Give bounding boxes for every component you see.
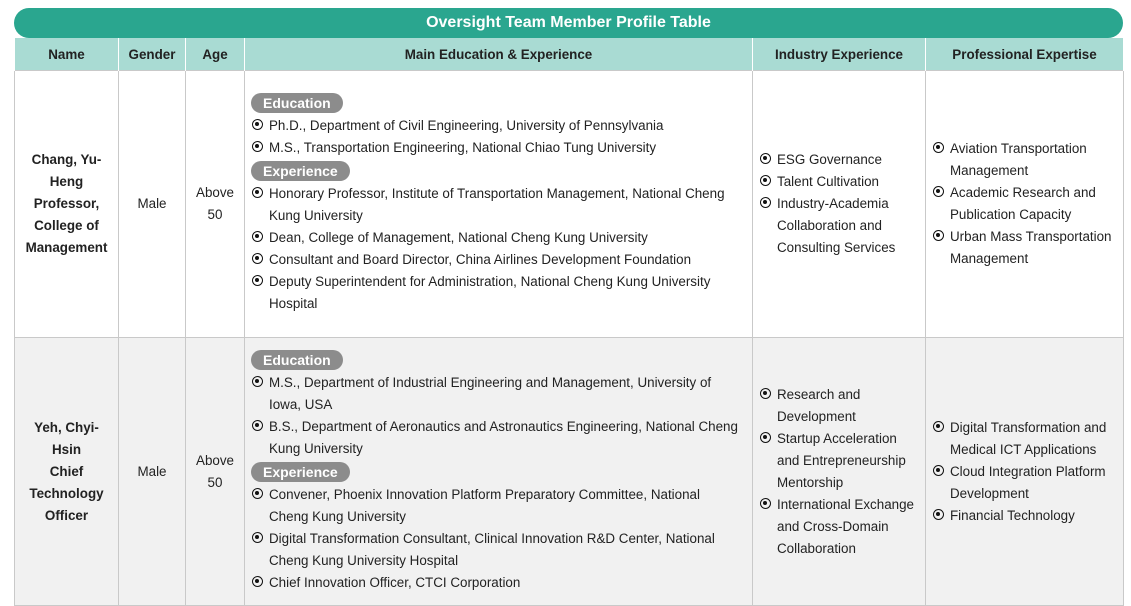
name-line: Professor, xyxy=(33,196,100,211)
list-item: Consultant and Board Director, China Airlines Development Foundation xyxy=(251,249,742,271)
age-line: 50 xyxy=(207,207,223,222)
bullet-icon xyxy=(252,488,263,499)
age-line: Above xyxy=(196,185,234,200)
industry-experience-cell xyxy=(753,338,926,606)
table-title: Oversight Team Member Profile Table xyxy=(14,8,1123,38)
bullet-icon xyxy=(252,119,263,130)
header-row xyxy=(15,38,1124,71)
name-line: Hsin xyxy=(51,441,82,457)
bullet-icon xyxy=(933,421,944,432)
list-item: Ph.D., Department of Civil Engineering, University of Pennsylvania xyxy=(251,115,742,137)
expertise-list xyxy=(932,138,1117,270)
name-line: Heng xyxy=(49,174,84,189)
gender-cell: Male xyxy=(119,338,186,606)
list-item: ESG Governance xyxy=(759,149,919,171)
expertise-list xyxy=(932,417,1117,527)
list-item: M.S., Department of Industrial Engineering and Management, University of Iowa, USA xyxy=(251,372,742,416)
member-name-cell xyxy=(15,338,119,606)
name-line: Management xyxy=(25,240,108,255)
bullet-icon xyxy=(252,275,263,286)
list-item: Deputy Superintendent for Administration, National Cheng Kung University Hospital xyxy=(251,271,742,315)
list-item: Digital Transformation Consultant, Clinical Innovation R&D Center, National Cheng Kung University Hospital xyxy=(251,528,742,572)
list-item: Chief Innovation Officer, CTCI Corporation xyxy=(251,572,742,594)
bullet-icon xyxy=(252,376,263,387)
list-item: Cloud Integration Platform Development xyxy=(932,461,1117,505)
list-item: International Exchange and Cross-Domain Collaboration xyxy=(759,494,919,560)
industry-list xyxy=(759,384,919,560)
professional-expertise-cell xyxy=(926,71,1124,338)
bullet-icon xyxy=(252,532,263,543)
profile-table xyxy=(14,38,1124,606)
bullet-icon xyxy=(933,230,944,241)
gender-cell: Male xyxy=(119,71,186,338)
name-line: Chang, Yu- xyxy=(31,152,102,167)
name-line: Technology xyxy=(29,485,104,501)
header-professional-expertise: Professional Expertise xyxy=(926,38,1124,71)
list-item: Urban Mass Transportation Management xyxy=(932,226,1117,270)
bullet-icon xyxy=(252,231,263,242)
age-line: Above xyxy=(196,452,234,468)
education-list xyxy=(251,115,742,159)
education-badge: Education xyxy=(251,93,343,113)
list-item: Talent Cultivation xyxy=(759,171,919,193)
bullet-icon xyxy=(760,197,771,208)
age-line: 50 xyxy=(207,474,223,490)
list-item: Academic Research and Publication Capacity xyxy=(932,182,1117,226)
experience-list xyxy=(251,484,742,594)
list-item: Aviation Transportation Management xyxy=(932,138,1117,182)
header-gender: Gender xyxy=(119,38,186,71)
bullet-icon xyxy=(760,153,771,164)
list-item: Financial Technology xyxy=(932,505,1117,527)
name-line: Chief xyxy=(49,463,84,479)
name-line: Officer xyxy=(44,507,89,523)
bullet-icon xyxy=(933,465,944,476)
industry-list xyxy=(759,149,919,259)
education-experience-cell xyxy=(245,71,753,338)
bullet-icon xyxy=(760,432,771,443)
header-education-experience: Main Education & Experience xyxy=(245,38,753,71)
list-item: Research and Development xyxy=(759,384,919,428)
bullet-icon xyxy=(252,576,263,587)
bullet-icon xyxy=(252,187,263,198)
bullet-icon xyxy=(760,175,771,186)
bullet-icon xyxy=(252,420,263,431)
bullet-icon xyxy=(933,142,944,153)
bullet-icon xyxy=(760,388,771,399)
experience-badge: Experience xyxy=(251,462,350,482)
list-item: Startup Acceleration and Entrepreneurship Mentorship xyxy=(759,428,919,494)
bullet-icon xyxy=(252,253,263,264)
member-name-cell xyxy=(15,71,119,338)
professional-expertise-cell xyxy=(926,338,1124,606)
table-row xyxy=(15,338,1124,606)
age-cell xyxy=(186,338,245,606)
education-experience-cell xyxy=(245,338,753,606)
education-badge: Education xyxy=(251,350,343,370)
list-item: Convener, Phoenix Innovation Platform Preparatory Committee, National Cheng Kung University xyxy=(251,484,742,528)
header-age: Age xyxy=(186,38,245,71)
list-item: B.S., Department of Aeronautics and Astronautics Engineering, National Cheng Kung University xyxy=(251,416,742,460)
age-cell xyxy=(186,71,245,338)
list-item: Digital Transformation and Medical ICT Applications xyxy=(932,417,1117,461)
list-item: Industry-Academia Collaboration and Consulting Services xyxy=(759,193,919,259)
profile-table-container xyxy=(14,8,1123,606)
name-line: College of xyxy=(34,218,99,233)
name-line: Yeh, Chyi- xyxy=(34,419,99,435)
list-item: Dean, College of Management, National Cheng Kung University xyxy=(251,227,742,249)
header-name: Name xyxy=(15,38,119,71)
experience-badge: Experience xyxy=(251,161,350,181)
education-list xyxy=(251,372,742,460)
bullet-icon xyxy=(933,186,944,197)
bullet-icon xyxy=(252,141,263,152)
industry-experience-cell xyxy=(753,71,926,338)
header-industry-experience: Industry Experience xyxy=(753,38,926,71)
list-item: M.S., Transportation Engineering, National Chiao Tung University xyxy=(251,137,742,159)
bullet-icon xyxy=(933,509,944,520)
list-item: Honorary Professor, Institute of Transportation Management, National Cheng Kung University xyxy=(251,183,742,227)
table-row xyxy=(15,71,1124,338)
experience-list xyxy=(251,183,742,315)
bullet-icon xyxy=(760,498,771,509)
